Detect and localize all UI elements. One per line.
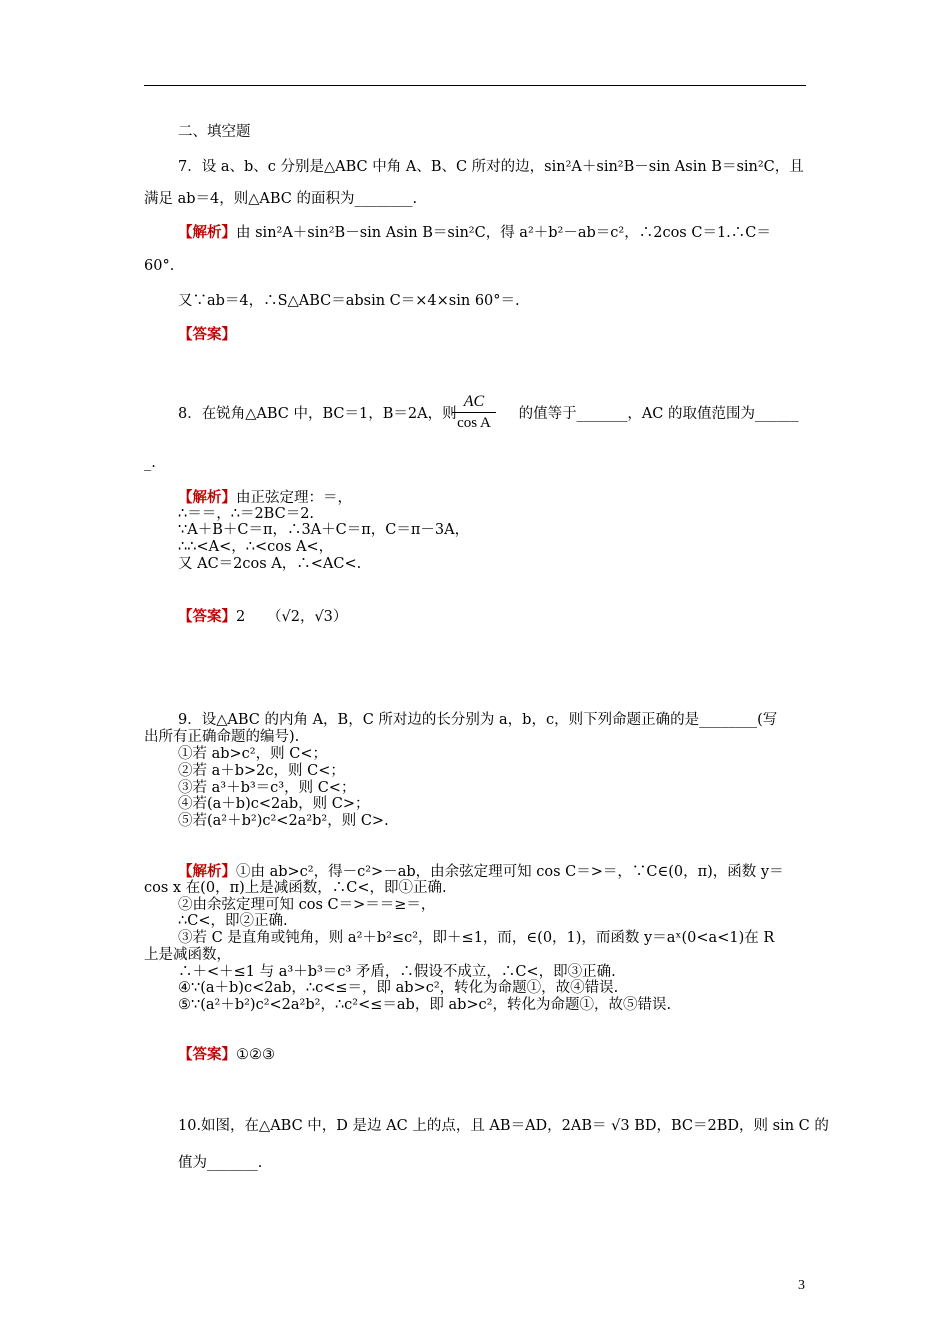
q9-option-3: ③若 a³＋b³＝c³，则 C<；	[178, 780, 356, 796]
q9-analysis-line-1: 【解析】①由 ab>c²，得－c²>－ab，由余弦定理可知 cos C＝>＝，∵C∈(0，π)，函数 y＝	[178, 863, 784, 880]
q8-line-2: _.	[144, 455, 156, 471]
q8-analysis-line-5: 又 AC＝2cos A，∴<AC<.	[178, 556, 362, 572]
fraction-denominator: cos A	[457, 415, 491, 431]
fraction-ac-over-cosa	[452, 392, 496, 433]
q7-line-2: 满足 ab＝4，则△ABC 的面积为________.	[144, 191, 418, 207]
q7-answer	[144, 324, 840, 346]
q9-analysis-line-5: ③若 C 是直角或钝角，则 a²＋b²≤c²，即＋≤1，而，∈(0，1)，而函数 y＝aˣ(0<a<1)在 R	[178, 930, 775, 946]
q9-option-4: ④若(a＋b)c<2ab，则 C>；	[178, 796, 370, 812]
analysis-label: 【解析】	[178, 489, 236, 506]
page-number: 3	[798, 1278, 805, 1293]
q8-analysis-line-1: 【解析】由正弦定理：＝，	[178, 489, 352, 506]
q9-option-2: ②若 a＋b>2c，则 C<；	[178, 763, 345, 779]
q9-analysis-line-2: cos x 在(0，π)上是减函数，∴C<，即①正确.	[144, 880, 447, 896]
analysis-label: 【解析】	[178, 863, 236, 880]
q9-answer: 【答案】①②③	[178, 1046, 275, 1063]
q9-analysis-line-4: ∴C<，即②正确.	[178, 913, 288, 929]
q8-answer: 【答案】2 （√2，√3）	[178, 608, 348, 625]
q8-analysis-line-4: ∴∴<A<，∴<cos A<，	[178, 539, 334, 555]
header-rule	[144, 85, 806, 86]
q9-analysis-line-7: ∴＋<＋≤1 与 a³＋b³＝c³ 矛盾，∴假设不成立，∴C<，即③正确.	[178, 964, 616, 980]
q9-analysis-line-9: ⑤∵(a²＋b²)c²<2a²b²，∴c²<≤＝ab，即 ab>c²，转化为命题①，故⑤错误.	[178, 997, 672, 1013]
q7-analysis-line-2: 60°.	[144, 258, 175, 274]
section-title: 二、填空题	[178, 124, 251, 140]
q8-analysis-line-2: ∴＝＝，∴＝2BC＝2.	[178, 506, 315, 522]
q9-line-2: 出所有正确命题的编号).	[144, 729, 300, 745]
analysis-label: 【解析】	[178, 224, 236, 241]
q7-analysis-line-1: 【解析】由 sin²A＋sin²B－sin Asin B＝sin²C，得 a²＋b²－ab＝c²，∴2cos C＝1.∴C＝	[178, 224, 771, 241]
q9-option-5: ⑤若(a²＋b²)c²<2a²b²，则 C>.	[178, 813, 389, 829]
q8-line-1: 8．在锐角△ABC 中，BC＝1，B＝2A，则 的值等于_______，AC 的取值范围为______	[178, 406, 799, 422]
q9-analysis-line-6: 上是减函数，	[144, 947, 231, 963]
q10-line-1: 10.如图，在△ABC 中，D 是边 AC 上的点，且 AB＝AD，2AB＝ √3 BD，BC＝2BD，则 sin C 的	[178, 1118, 829, 1134]
q7-analysis-line-3: 又∵ab＝4，∴S△ABC＝absin C＝×4×sin 60°＝.	[178, 293, 520, 309]
q10-line-2: 值为_______.	[178, 1155, 263, 1171]
q9-analysis-line-8: ④∵(a＋b)c<2ab，∴c<≤＝，即 ab>c²，转化为命题①，故④错误.	[178, 980, 619, 996]
q9-line-1: 9．设△ABC 的内角 A，B，C 所对边的长分别为 a，b，c，则下列命题正确的是________(写	[178, 712, 778, 728]
q7-line-1: 7．设 a、b、c 分别是△ABC 中角 A、B、C 所对的边，sin²A＋sin²B－sin Asin B＝sin²C，且	[178, 159, 804, 175]
q9-analysis-line-3: ②由余弦定理可知 cos C＝>＝＝≥＝，	[178, 897, 436, 913]
answer-label: 【答案】	[178, 608, 236, 625]
answer-label: 【答案】	[178, 1046, 236, 1063]
q8-analysis-line-3: ∵A＋B＋C＝π，∴3A＋C＝π，C＝π－3A，	[178, 522, 470, 538]
answer-label: 【答案】	[178, 326, 236, 343]
fraction-numerator: AC	[452, 392, 496, 413]
q9-option-1: ①若 ab>c²，则 C<；	[178, 746, 327, 762]
